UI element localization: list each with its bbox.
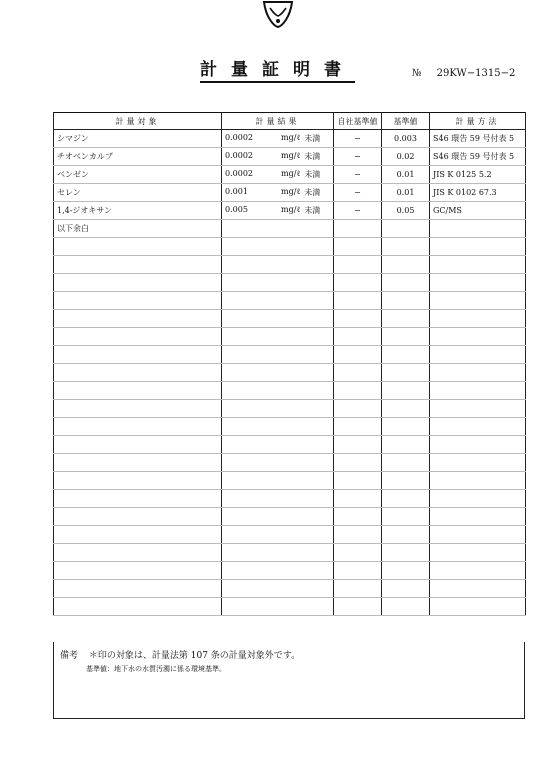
header-method: 計量方法 xyxy=(430,113,526,130)
notes-label: 備考 xyxy=(60,651,79,661)
cell-method: JIS K 0125 5.2 xyxy=(430,166,526,184)
cell-result xyxy=(222,220,334,238)
blank-row xyxy=(54,238,526,256)
cell-result xyxy=(222,202,334,220)
result-flag: 未満 xyxy=(304,170,321,179)
seal-emblem-icon xyxy=(260,0,296,28)
result-flag: 未満 xyxy=(304,188,321,197)
blank-row xyxy=(54,346,526,364)
result-flag: 未満 xyxy=(304,134,321,143)
blank-row xyxy=(54,400,526,418)
cell-standard: 0.05 xyxy=(382,202,430,220)
table-row xyxy=(54,220,526,238)
result-unit: mg/ℓ xyxy=(281,169,301,178)
notes-text-1: ＊印の対象は、計量法第 107 条の計量対象外です。 xyxy=(88,651,301,661)
number-value: 29KW−1315−2 xyxy=(436,68,516,79)
cell-company-standard xyxy=(334,220,382,238)
document-number xyxy=(412,68,515,79)
cell-company-standard: − xyxy=(334,166,382,184)
cell-result xyxy=(222,130,334,148)
cell-company-standard: − xyxy=(334,184,382,202)
cell-company-standard: − xyxy=(334,202,382,220)
header-result: 計量結果 xyxy=(222,113,334,130)
blank-row xyxy=(54,562,526,580)
blank-row xyxy=(54,472,526,490)
table-header-row xyxy=(54,113,526,130)
result-value: 0.0002 xyxy=(225,169,253,178)
cell-result xyxy=(222,166,334,184)
table-row xyxy=(54,184,526,202)
blank-row xyxy=(54,454,526,472)
blank-row xyxy=(54,310,526,328)
cell-target: ベンゼン xyxy=(54,166,222,184)
header-standard: 基準値 xyxy=(382,113,430,130)
header-target: 計量対象 xyxy=(54,113,222,130)
cell-target: 1,4-ジオキサン xyxy=(54,202,222,220)
table-body xyxy=(54,130,526,616)
cell-standard xyxy=(382,220,430,238)
cell-standard: 0.01 xyxy=(382,166,430,184)
measurement-table xyxy=(53,112,526,616)
blank-row xyxy=(54,526,526,544)
cell-method: S46 環告 59 号付表 5 xyxy=(430,130,526,148)
cell-standard: 0.003 xyxy=(382,130,430,148)
blank-row xyxy=(54,544,526,562)
blank-row xyxy=(54,598,526,616)
cell-standard: 0.02 xyxy=(382,148,430,166)
result-unit: mg/ℓ xyxy=(281,187,301,196)
blank-row xyxy=(54,364,526,382)
cell-target: チオベンカルブ xyxy=(54,148,222,166)
blank-row xyxy=(54,418,526,436)
cell-target: 以下余白 xyxy=(54,220,222,238)
cell-target: セレン xyxy=(54,184,222,202)
table-row xyxy=(54,166,526,184)
notes-line-1 xyxy=(60,648,300,661)
table-row xyxy=(54,202,526,220)
cell-company-standard: − xyxy=(334,148,382,166)
cell-method: JIS K 0102 67.3 xyxy=(430,184,526,202)
result-value: 0.0002 xyxy=(225,133,253,142)
notes-box xyxy=(53,642,525,719)
cell-method: S46 環告 59 号付表 5 xyxy=(430,148,526,166)
result-value: 0.001 xyxy=(225,187,248,196)
cell-method xyxy=(430,220,526,238)
cell-target: シマジン xyxy=(54,130,222,148)
blank-row xyxy=(54,580,526,598)
blank-row xyxy=(54,508,526,526)
blank-row xyxy=(54,490,526,508)
table-row xyxy=(54,130,526,148)
blank-row xyxy=(54,328,526,346)
result-flag: 未満 xyxy=(304,152,321,161)
cell-result xyxy=(222,184,334,202)
cell-result xyxy=(222,148,334,166)
result-value: 0.0002 xyxy=(225,151,253,160)
cell-method: GC/MS xyxy=(430,202,526,220)
cell-company-standard: − xyxy=(334,130,382,148)
blank-row xyxy=(54,256,526,274)
cell-standard: 0.01 xyxy=(382,184,430,202)
notes-text-2: 基準値：地下水の水質汚濁に係る環境基準。 xyxy=(86,665,226,673)
blank-row xyxy=(54,436,526,454)
table-row xyxy=(54,148,526,166)
result-flag: 未満 xyxy=(304,206,321,215)
blank-row xyxy=(54,274,526,292)
document-title: 計量証明書 xyxy=(200,60,355,83)
header-company-standard: 自社基準値 xyxy=(334,113,382,130)
result-unit: mg/ℓ xyxy=(281,205,301,214)
blank-row xyxy=(54,382,526,400)
blank-row xyxy=(54,292,526,310)
result-value: 0.005 xyxy=(225,205,248,214)
result-unit: mg/ℓ xyxy=(281,133,301,142)
number-label: № xyxy=(412,68,422,79)
result-unit: mg/ℓ xyxy=(281,151,301,160)
